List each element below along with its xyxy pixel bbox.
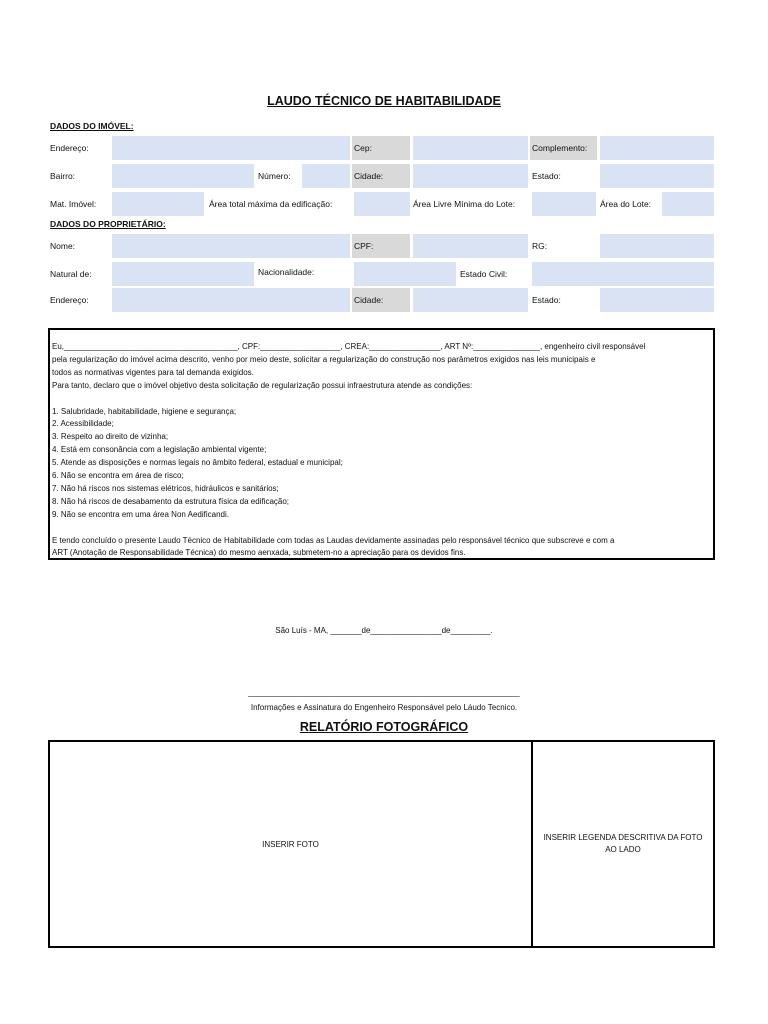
signature-caption: Informações e Assinatura do Engenheiro Responsável pelo Láudo Tecnico. [250, 703, 518, 712]
declaration-box [48, 328, 715, 560]
field-mat-imovel[interactable] [112, 192, 204, 216]
label-area-livre: Área Livre Mínima do Lote: [413, 199, 516, 209]
declaration-line: Eu,_______________________________________, CPF:__________________, CREA:________________, ART Nº:_______________, engenheiro civil responsável [52, 342, 646, 351]
label-area-total: Área total máxima da edificação: [209, 199, 333, 209]
declaration-line: Para tanto, declaro que o imóvel objetivo desta solicitação de regularização possui infraestrutura atende as condições: [52, 380, 473, 390]
photo-report-box [48, 740, 715, 948]
field-estado-civil[interactable] [532, 262, 714, 286]
signature-line: _____________________________________________________________ [248, 688, 520, 697]
condition-item: 6. Não se encontra em área de risco; [52, 471, 184, 481]
label-cidade-proprietario: Cidade: [352, 288, 410, 312]
condition-item: 5. Atende as disposições e normas legais no âmbito federal, estadual e municipal; [52, 458, 343, 468]
photo-placeholder[interactable]: INSERIR FOTO [50, 742, 533, 946]
field-endereco-proprietario[interactable] [112, 288, 350, 312]
label-endereco: Endereço: [50, 143, 89, 153]
condition-item: 4. Está em consonância com a legislação ambiental vigente; [52, 445, 267, 455]
condition-item: 2. Acessibilidade; [52, 419, 114, 429]
condition-item: 8. Não há riscos de desabamento da estrutura física da edificação; [52, 496, 290, 506]
condition-item: 1. Salubridade, habitabilidade, higiene e segurança; [52, 406, 237, 416]
label-rg: RG: [532, 241, 548, 251]
field-estado-proprietario[interactable] [600, 288, 714, 312]
photo-report-title: RELATÓRIO FOTOGRÁFICO [299, 720, 469, 734]
condition-item: 7. Não há riscos nos sistemas elétricos, hidráulicos e sanitários; [52, 483, 279, 493]
document-title: LAUDO TÉCNICO DE HABITABILIDADE [267, 94, 501, 108]
label-complemento: Complemento: [530, 136, 597, 160]
label-area-lote: Área do Lote: [600, 199, 652, 209]
field-area-lote[interactable] [662, 192, 714, 216]
field-bairro[interactable] [112, 164, 254, 188]
field-area-livre[interactable] [532, 192, 596, 216]
declaration-line: todos as normativas vigentes para tal demanda exigidos. [52, 367, 254, 377]
field-rg[interactable] [600, 234, 714, 258]
closing-line: E tendo concluído o presente Laudo Técnico de Habitabilidade com todas as Laudas devidamente assinadas pelo responsável técnico que subscreve e com a [52, 535, 615, 545]
label-mat-imovel: Mat. Imóvel: [50, 199, 97, 209]
label-natural: Natural de: [50, 269, 92, 279]
label-cep: Cep: [352, 136, 410, 160]
field-cep[interactable] [413, 136, 528, 160]
declaration-line: pela regularização do imóvel acima descrito, venho por meio deste, solicitar a regularização do construção nos parâmetros exigidos nas leis municipais e [52, 354, 596, 364]
field-cidade-proprietario[interactable] [413, 288, 528, 312]
label-estado: Estado: [532, 171, 561, 181]
condition-item: 9. Não se encontra em uma área Non Aedificandi. [52, 509, 229, 519]
label-bairro: Bairro: [50, 171, 76, 181]
field-cpf[interactable] [413, 234, 528, 258]
label-estado-proprietario: Estado: [532, 295, 561, 305]
field-complemento[interactable] [600, 136, 714, 160]
field-estado[interactable] [600, 164, 714, 188]
closing-line: ART (Anotação de Responsabilidade Técnica) do mesmo aenxada, submetem-no a apreciação para os devidos fins. [52, 548, 466, 558]
field-area-total[interactable] [354, 192, 410, 216]
section-label-imovel: DADOS DO IMÓVEL: [50, 121, 134, 131]
field-nome[interactable] [112, 234, 350, 258]
label-endereco-proprietario: Endereço: [50, 295, 89, 305]
field-nacionalidade[interactable] [354, 262, 456, 286]
date-line: São Luís - MA, _______de________________de_________. [275, 626, 493, 635]
field-endereco[interactable] [112, 136, 350, 160]
field-numero[interactable] [302, 164, 350, 188]
label-nome: Nome: [50, 241, 76, 251]
condition-item: 3. Respeito ao direito de vizinha; [52, 432, 169, 442]
label-numero: Número: [258, 171, 291, 181]
section-label-proprietario: DADOS DO PROPRIETÁRIO: [50, 219, 166, 229]
label-cpf: CPF: [352, 234, 410, 258]
label-cidade: Cidade: [352, 164, 410, 188]
label-nacionalidade: Nacionalidade: [258, 267, 315, 277]
field-natural[interactable] [112, 262, 254, 286]
field-cidade[interactable] [413, 164, 528, 188]
label-estado-civil: Estado Civil: [460, 269, 508, 279]
caption-placeholder[interactable]: INSERIR LEGENDA DESCRITIVA DA FOTO AO LADO [543, 832, 703, 854]
